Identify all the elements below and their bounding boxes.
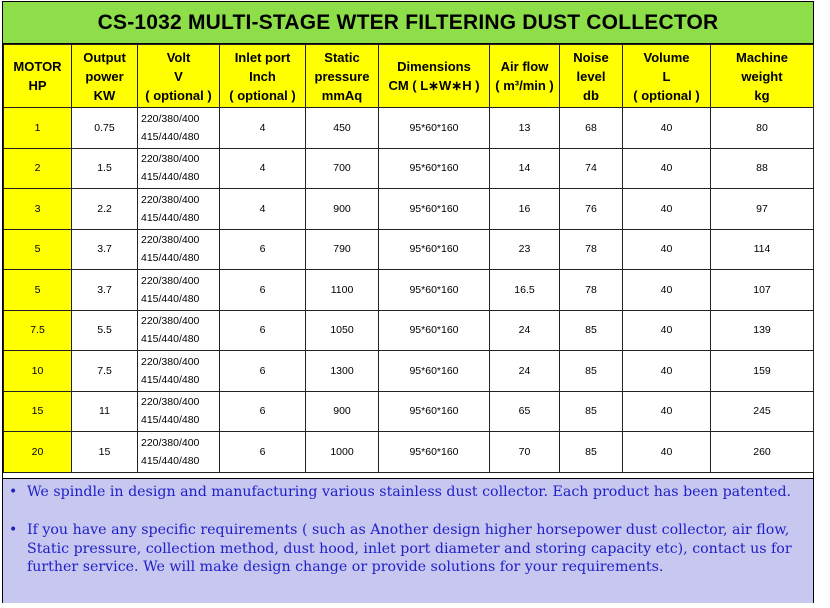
- header-dimensions: Dimensions CM ( L∗W∗H ): [379, 45, 490, 108]
- cell-noise: 68: [560, 108, 623, 149]
- table-row: [4, 270, 814, 311]
- bullet-icon: •: [9, 484, 18, 500]
- cell-volt: 220/380/400 415/440/480: [138, 432, 220, 473]
- cell-dimensions: 95*60*160: [379, 229, 490, 270]
- cell-weight: 139: [711, 310, 814, 351]
- page-title: [3, 2, 813, 44]
- cell-pressure: 900: [306, 391, 379, 432]
- cell-dimensions: 95*60*160: [379, 108, 490, 149]
- cell-inlet: 6: [220, 229, 306, 270]
- note-custom-requirements: [9, 521, 799, 577]
- header-machine-weight: Machine weight kg: [711, 45, 814, 108]
- cell-pressure: 900: [306, 189, 379, 230]
- cell-weight: 245: [711, 391, 814, 432]
- cell-weight: 114: [711, 229, 814, 270]
- header-volume: Volume L ( optional ): [623, 45, 711, 108]
- cell-air-flow: 65: [490, 391, 560, 432]
- cell-pressure: 1000: [306, 432, 379, 473]
- cell-inlet: 6: [220, 351, 306, 392]
- header-noise-level: Noise level db: [560, 45, 623, 108]
- cell-dimensions: 95*60*160: [379, 351, 490, 392]
- spec-table: [3, 44, 814, 473]
- header-output-power: Output power KW: [72, 45, 138, 108]
- cell-volume: 40: [623, 391, 711, 432]
- cell-inlet: 6: [220, 432, 306, 473]
- header-air-flow: Air flow ( m³/min ): [490, 45, 560, 108]
- cell-kw: 3.7: [72, 229, 138, 270]
- cell-inlet: 6: [220, 270, 306, 311]
- cell-noise: 78: [560, 229, 623, 270]
- cell-volume: 40: [623, 108, 711, 149]
- note-custom-requirements-text: If you have any specific requirements ( such as Another design higher horsepower dust collector, air flow, Static pressure, collection method, dust hood, inlet port diameter and storing capacity etc), contact us for further service. We will make design change or provide solutions for your requirements.: [27, 522, 792, 575]
- page-title-text: CS-1032 MULTI-STAGE WTER FILTERING DUST COLLECTOR: [97, 10, 719, 34]
- header-inlet-port: Inlet port Inch ( optional ): [220, 45, 306, 108]
- table-header-row: [4, 45, 814, 108]
- table-row: [4, 310, 814, 351]
- cell-pressure: 450: [306, 108, 379, 149]
- cell-air-flow: 24: [490, 351, 560, 392]
- header-static-pressure: Static pressure mmAq: [306, 45, 379, 108]
- table-row: [4, 148, 814, 189]
- table-row: [4, 351, 814, 392]
- cell-volt: 220/380/400 415/440/480: [138, 148, 220, 189]
- cell-kw: 15: [72, 432, 138, 473]
- cell-noise: 85: [560, 432, 623, 473]
- cell-dimensions: 95*60*160: [379, 189, 490, 230]
- cell-volume: 40: [623, 189, 711, 230]
- cell-weight: 260: [711, 432, 814, 473]
- bullet-icon: •: [9, 522, 18, 538]
- cell-inlet: 4: [220, 108, 306, 149]
- cell-kw: 11: [72, 391, 138, 432]
- cell-kw: 5.5: [72, 310, 138, 351]
- cell-air-flow: 13: [490, 108, 560, 149]
- cell-noise: 85: [560, 310, 623, 351]
- cell-volt: 220/380/400 415/440/480: [138, 270, 220, 311]
- cell-volt: 220/380/400 415/440/480: [138, 229, 220, 270]
- cell-hp: 10: [4, 351, 72, 392]
- cell-air-flow: 24: [490, 310, 560, 351]
- header-volt: Volt V ( optional ): [138, 45, 220, 108]
- cell-air-flow: 16: [490, 189, 560, 230]
- cell-volume: 40: [623, 148, 711, 189]
- cell-kw: 3.7: [72, 270, 138, 311]
- cell-weight: 88: [711, 148, 814, 189]
- notes-panel: [3, 478, 813, 603]
- cell-volume: 40: [623, 229, 711, 270]
- cell-kw: 0.75: [72, 108, 138, 149]
- cell-air-flow: 70: [490, 432, 560, 473]
- cell-volume: 40: [623, 270, 711, 311]
- cell-noise: 76: [560, 189, 623, 230]
- cell-volt: 220/380/400 415/440/480: [138, 351, 220, 392]
- cell-dimensions: 95*60*160: [379, 391, 490, 432]
- table-row: [4, 391, 814, 432]
- table-row: [4, 432, 814, 473]
- cell-hp: 20: [4, 432, 72, 473]
- cell-noise: 78: [560, 270, 623, 311]
- cell-inlet: 6: [220, 310, 306, 351]
- cell-kw: 1.5: [72, 148, 138, 189]
- cell-hp: 2: [4, 148, 72, 189]
- spec-sheet: [2, 1, 814, 603]
- cell-pressure: 700: [306, 148, 379, 189]
- header-motor-hp: MOTOR HP: [4, 45, 72, 108]
- cell-noise: 85: [560, 391, 623, 432]
- cell-dimensions: 95*60*160: [379, 310, 490, 351]
- cell-air-flow: 16.5: [490, 270, 560, 311]
- cell-noise: 85: [560, 351, 623, 392]
- table-row: [4, 229, 814, 270]
- cell-weight: 107: [711, 270, 814, 311]
- note-patent-text: We spindle in design and manufacturing various stainless dust collector. Each product has been patented.: [27, 484, 792, 500]
- cell-pressure: 1050: [306, 310, 379, 351]
- note-patent: [9, 483, 799, 502]
- cell-hp: 5: [4, 229, 72, 270]
- cell-hp: 7.5: [4, 310, 72, 351]
- cell-air-flow: 14: [490, 148, 560, 189]
- cell-air-flow: 23: [490, 229, 560, 270]
- cell-pressure: 1300: [306, 351, 379, 392]
- cell-dimensions: 95*60*160: [379, 270, 490, 311]
- cell-weight: 80: [711, 108, 814, 149]
- cell-inlet: 4: [220, 189, 306, 230]
- cell-volume: 40: [623, 310, 711, 351]
- cell-hp: 3: [4, 189, 72, 230]
- table-row: [4, 108, 814, 149]
- cell-dimensions: 95*60*160: [379, 148, 490, 189]
- cell-pressure: 790: [306, 229, 379, 270]
- cell-kw: 2.2: [72, 189, 138, 230]
- cell-volt: 220/380/400 415/440/480: [138, 310, 220, 351]
- cell-volume: 40: [623, 432, 711, 473]
- cell-kw: 7.5: [72, 351, 138, 392]
- cell-volt: 220/380/400 415/440/480: [138, 391, 220, 432]
- cell-inlet: 6: [220, 391, 306, 432]
- cell-hp: 5: [4, 270, 72, 311]
- cell-volume: 40: [623, 351, 711, 392]
- cell-weight: 97: [711, 189, 814, 230]
- cell-noise: 74: [560, 148, 623, 189]
- table-row: [4, 189, 814, 230]
- cell-pressure: 1100: [306, 270, 379, 311]
- cell-hp: 15: [4, 391, 72, 432]
- cell-hp: 1: [4, 108, 72, 149]
- cell-weight: 159: [711, 351, 814, 392]
- cell-volt: 220/380/400 415/440/480: [138, 189, 220, 230]
- cell-inlet: 4: [220, 148, 306, 189]
- cell-dimensions: 95*60*160: [379, 432, 490, 473]
- cell-volt: 220/380/400 415/440/480: [138, 108, 220, 149]
